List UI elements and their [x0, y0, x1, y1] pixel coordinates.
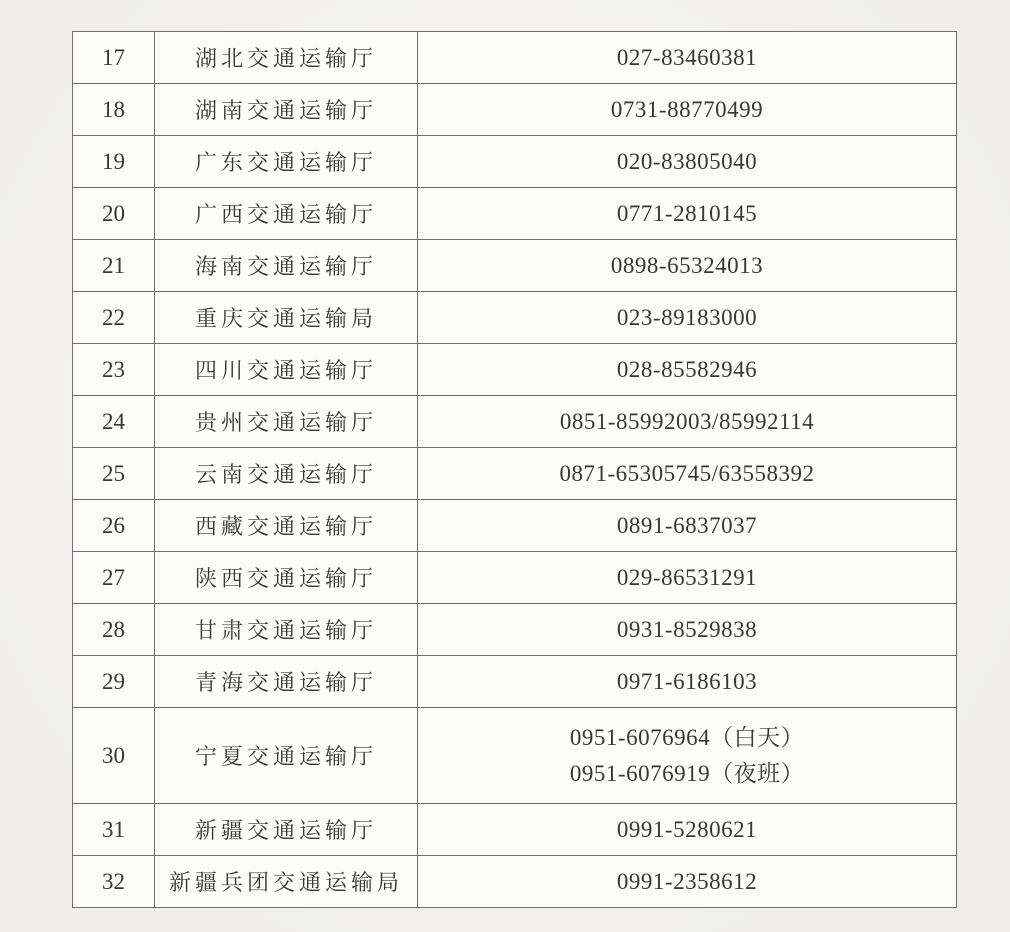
table-row [73, 856, 957, 908]
department-name: 新疆交通运输厅 [155, 804, 418, 856]
row-number: 17 [73, 32, 155, 84]
phone-number: 0991-5280621 [616, 816, 758, 842]
department-name: 贵州交通运输厅 [155, 396, 418, 448]
phone-cell [418, 84, 957, 136]
table-row [73, 84, 957, 136]
phone-number: 0871-65305745/63558392 [559, 460, 815, 486]
phone-cell [418, 552, 957, 604]
table-row [73, 604, 957, 656]
phone-number: 0991-2358612 [616, 868, 758, 894]
phone-number: 0771-2810145 [616, 200, 758, 226]
phone-number: 0731-88770499 [610, 96, 764, 122]
department-name: 宁夏交通运输厅 [155, 708, 418, 804]
phone-cell [418, 656, 957, 708]
phone-cell [418, 396, 957, 448]
phone-number: 0971-6186103 [616, 668, 758, 694]
row-number: 19 [73, 136, 155, 188]
phone-number: 0898-65324013 [610, 252, 764, 278]
row-number: 18 [73, 84, 155, 136]
department-name: 湖北交通运输厅 [155, 32, 418, 84]
table-row [73, 656, 957, 708]
phone-cell [418, 344, 957, 396]
department-name: 云南交通运输厅 [155, 448, 418, 500]
table-row [73, 136, 957, 188]
table-body [73, 32, 957, 908]
table-row [73, 240, 957, 292]
phone-cell [418, 604, 957, 656]
department-name: 青海交通运输厅 [155, 656, 418, 708]
phone-number: 0851-85992003/85992114 [559, 408, 815, 434]
row-number: 30 [73, 708, 155, 804]
phone-number: 027-83460381 [616, 44, 758, 70]
phone-number: 0951-6076919（夜班） [569, 760, 805, 786]
phone-number: 028-85582946 [616, 356, 758, 382]
table-row [73, 804, 957, 856]
phone-number: 029-86531291 [616, 564, 758, 590]
row-number: 29 [73, 656, 155, 708]
department-name: 重庆交通运输局 [155, 292, 418, 344]
row-number: 21 [73, 240, 155, 292]
table-row [73, 708, 957, 804]
department-name: 海南交通运输厅 [155, 240, 418, 292]
phone-cell [418, 856, 957, 908]
phone-cell [418, 188, 957, 240]
table-row [73, 552, 957, 604]
row-number: 32 [73, 856, 155, 908]
department-name: 甘肃交通运输厅 [155, 604, 418, 656]
department-name: 西藏交通运输厅 [155, 500, 418, 552]
phone-number: 020-83805040 [616, 148, 758, 174]
phone-number: 0931-8529838 [616, 616, 758, 642]
contact-table [72, 31, 957, 908]
phone-number: 0891-6837037 [616, 512, 758, 538]
table-row [73, 448, 957, 500]
department-name: 广东交通运输厅 [155, 136, 418, 188]
row-number: 31 [73, 804, 155, 856]
table-row [73, 32, 957, 84]
phone-number: 023-89183000 [616, 304, 758, 330]
phone-cell [418, 32, 957, 84]
table-row [73, 500, 957, 552]
row-number: 28 [73, 604, 155, 656]
row-number: 20 [73, 188, 155, 240]
department-name: 广西交通运输厅 [155, 188, 418, 240]
phone-number: 0951-6076964（白天） [569, 724, 805, 750]
department-name: 湖南交通运输厅 [155, 84, 418, 136]
row-number: 26 [73, 500, 155, 552]
department-name: 新疆兵团交通运输局 [155, 856, 418, 908]
phone-cell [418, 708, 957, 804]
table-row [73, 344, 957, 396]
phone-cell [418, 500, 957, 552]
department-name: 四川交通运输厅 [155, 344, 418, 396]
row-number: 24 [73, 396, 155, 448]
table-row [73, 188, 957, 240]
table-row [73, 396, 957, 448]
phone-cell [418, 292, 957, 344]
phone-cell [418, 804, 957, 856]
row-number: 23 [73, 344, 155, 396]
department-name: 陕西交通运输厅 [155, 552, 418, 604]
phone-cell [418, 448, 957, 500]
phone-cell [418, 136, 957, 188]
row-number: 27 [73, 552, 155, 604]
table-row [73, 292, 957, 344]
phone-cell [418, 240, 957, 292]
row-number: 22 [73, 292, 155, 344]
row-number: 25 [73, 448, 155, 500]
